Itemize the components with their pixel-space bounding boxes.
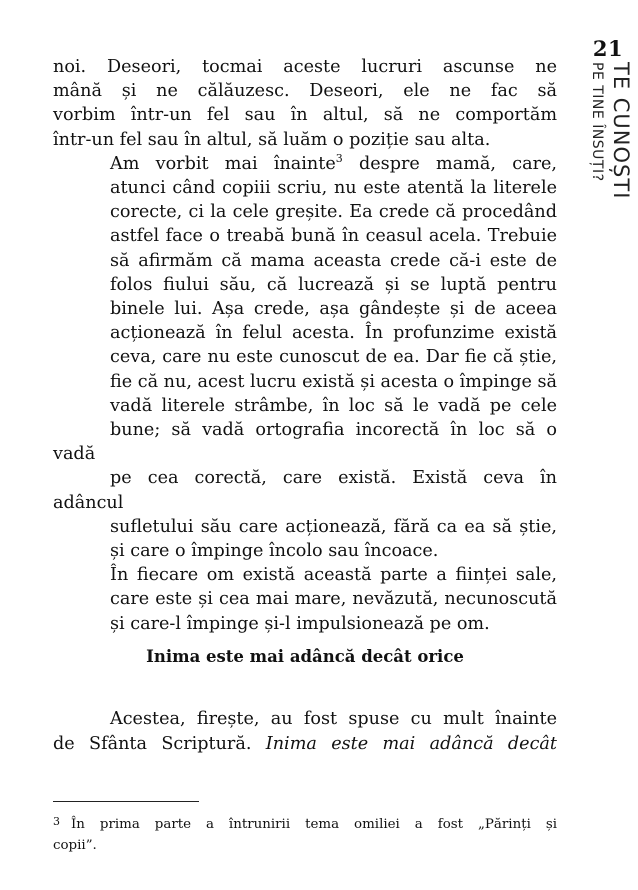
text-line: acționează în felul acesta. În profunzime există [110,323,557,344]
footnote-line [53,811,557,835]
footnote-line: copii”. [53,838,97,853]
footnote-text: În prima parte a întrunirii tema omiliei a fost „Părinți și [71,817,557,832]
paragraph-2-start: Am vorbit mai înainte [110,153,336,174]
text-line: corecte, ci la cele greșite. Ea crede că procedând [110,202,557,223]
footnote-divider [53,801,199,802]
page-number: 21 [592,36,624,61]
text-line: noi. Deseori, tocmai aceste lucruri ascunse ne [53,57,557,77]
text-line: și care o împinge încolo sau încoace. [110,541,439,562]
text-line: și care-l împinge și-l impulsionează pe om. [110,613,490,634]
body-text [53,55,557,636]
text-line: Acestea, firește, au fost spuse cu mult înainte [110,709,557,729]
text-line: într-un fel sau în altul, să luăm o poziție sau alta. [53,129,491,150]
text-line: pe cea corectă, care există. Există ceva în adâncul [53,468,557,513]
text-line: fie că nu, acest lucru există și acesta o împinge să [110,371,557,392]
footnote-reference: 3 [335,151,343,165]
text-line [53,732,557,757]
running-title-sub: PE TINE ÎNSUȚI? [589,62,605,182]
text-line: binele lui. Așa crede, așa gândește și de aceea [110,299,557,320]
text-line: care este și cea mai mare, nevăzută, necunoscută [110,589,557,610]
footnote [53,811,557,856]
running-title-main: TE CUNOȘTI [609,62,633,200]
section-text-plain: de Sfânta Scriptură. [53,733,266,754]
paragraph-1 [53,55,557,152]
text-line: bune; să vadă ortografia incorectă în loc să o vadă [53,420,557,465]
section-body [53,707,557,756]
scripture-quote: Inima este mai adâncă decât [265,733,557,754]
text-line: În fiecare om există această parte a ființei sale, [110,565,557,586]
text-line: atunci când copiii scriu, nu este atentă la literele [110,178,557,199]
text-line: mână și ne călăuzesc. Deseori, ele ne fac să [53,81,557,102]
section-heading: Inima este mai adâncă decât orice [146,647,464,666]
footnote-mark: 3 [53,815,60,828]
paragraph-2-start-continued: despre mamă, care, [342,153,557,174]
text-line: folos fiului său, că lucrează și se luptă pentru [110,274,557,295]
text-line: să afirmăm că mama aceasta crede că-i este de [110,250,557,271]
text-line: vadă literele strâmbe, în loc să le vadă pe cele [110,395,557,416]
text-line: sufletului său care acționează, fără ca ea să știe, [110,516,557,537]
text-line: ceva, care nu este cunoscut de ea. Dar fie că știe, [110,347,557,368]
paragraph-3 [53,563,557,636]
text-line [53,152,557,176]
text-line: astfel face o treabă bună în ceasul acela. Trebuie [110,226,557,247]
text-line: vorbim într-un fel sau în altul, să ne comportăm [53,105,557,126]
running-head [575,62,635,237]
section-paragraph [53,707,557,756]
paragraph-2 [53,152,557,563]
